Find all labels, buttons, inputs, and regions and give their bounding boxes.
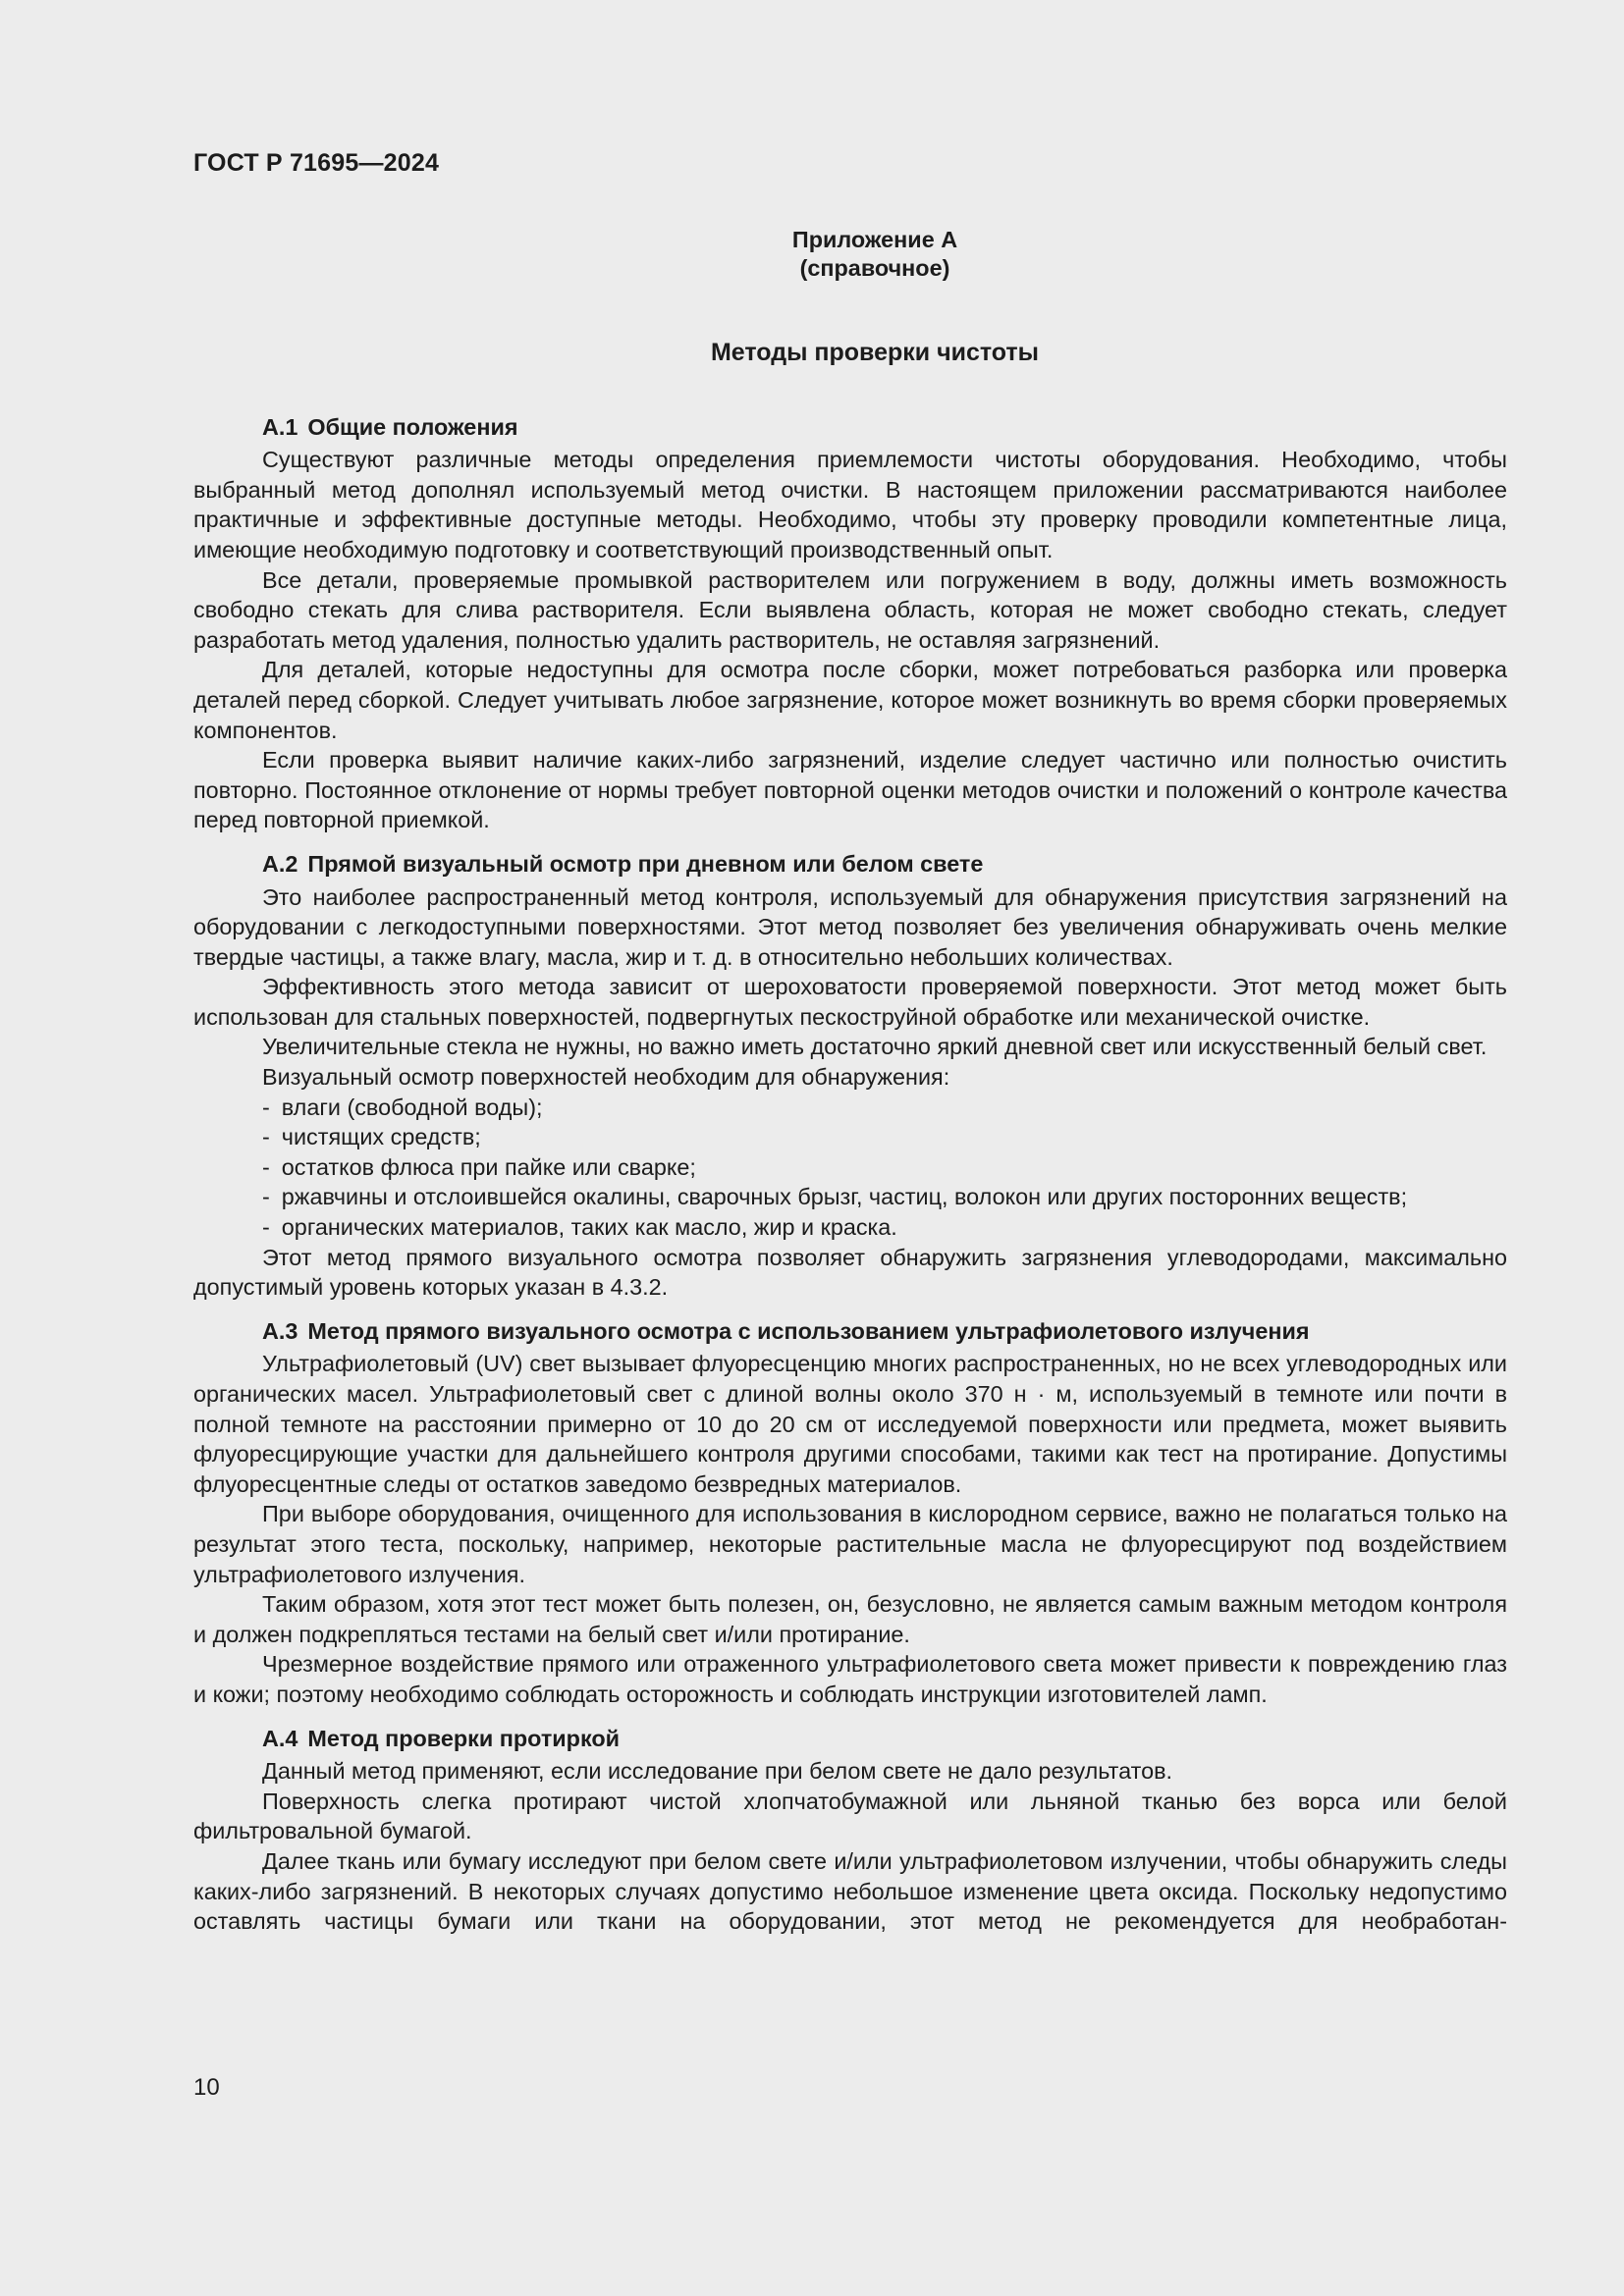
list-item: - органических материалов, таких как масло, жир и краска. [262,1212,1507,1243]
section-title: Метод проверки протиркой [307,1725,621,1751]
paragraph: При выборе оборудования, очищенного для использования в кислородном сервисе, важно не полагаться только на результат этого теста, поскольку, например, некоторые растительные масла не флуоресцируют под воздействием ультрафиолетового излучения. [193,1501,1507,1587]
section-heading [193,849,1507,880]
section-a2 [193,849,1507,1303]
section-number: А.4 [262,1725,298,1751]
paragraph: Поверхность слегка протирают чистой хлопчатобумажной или льняной тканью без ворса или белой фильтровальной бумагой. [193,1788,1507,1844]
section-title: Общие положения [307,413,518,440]
list-item: - ржавчины и отслоившейся окалины, сварочных брызг, частиц, волокон или других посторонних веществ; [262,1182,1507,1212]
section-heading [193,1316,1507,1347]
page-number: 10 [193,2074,220,2101]
section-number: А.3 [262,1317,298,1344]
paragraph: Этот метод прямого визуального осмотра позволяет обнаружить загрязнения углеводородами, максимально допустимый уровень которых указан в 4.3.2. [193,1244,1507,1301]
paragraph: Таким образом, хотя этот тест может быть полезен, он, безусловно, не является самым важным методом контроля и должен подкрепляться тестами на белый свет и/или протирание. [193,1591,1507,1647]
appendix-heading [193,226,1507,283]
appendix-title: Методы проверки чистоты [710,339,1040,366]
paragraph: Чрезмерное воздействие прямого или отраженного ультрафиолетового света может привести к повреждению глаз и кожи; поэтому необходимо соблюдать осторожность и соблюдать инструкции изготовителей ламп. [193,1651,1507,1707]
section-number: А.1 [262,413,298,440]
list-item: - остатков флюса при пайке или сварке; [262,1152,1507,1183]
section-title: Прямой визуальный осмотр при дневном или белом свете [307,850,984,877]
section-number: А.2 [262,850,298,877]
paragraph: Если проверка выявит наличие каких-либо загрязнений, изделие следует частично или полностью очистить повторно. Постоянное отклонение от нормы требует повторной оценки методов очистки и положений о контроле качества перед повторной приемкой. [193,747,1507,833]
section-title: Метод прямого визуального осмотра с использованием ультрафиолетового излучения [307,1317,1310,1344]
section-a3 [193,1316,1507,1710]
paragraph: Ультрафиолетовый (UV) свет вызывает флуоресценцию многих распространенных, но не всех углеводородных или органических масел. Ультрафиолетовый свет с длиной волны около 370 н · м, используемый в темноте или почти в полной темноте на расстоянии примерно от 10 до 20 см от исследуемой поверхности или предмета, может выявить флуоресцирующие участки для дальнейшего контроля другими способами, такими как тест на протирание. Допустимы флуоресцентные следы от остатков заведомо безвредных материалов. [193,1351,1507,1497]
paragraph: Увеличительные стекла не нужны, но важно иметь достаточно яркий дневной свет или искусственный белый свет. [262,1034,1488,1060]
paragraph: Далее ткань или бумагу исследуют при белом свете и/или ультрафиолетовом излучении, чтобы обнаружить следы каких-либо загрязнений. В некоторых случаях допустимо небольшое изменение цвета оксида. Поскольку недопустимо оставлять частицы бумаги или ткани на оборудовании, этот метод не рекомендуется для необработан- [193,1847,1507,1935]
paragraph: Визуальный осмотр поверхностей необходим для обнаружения: [262,1064,950,1091]
contaminant-list [193,1093,1507,1243]
page-content [193,226,1507,1937]
appendix-type: (справочное) [799,255,950,281]
list-item: - влаги (свободной воды); [262,1093,1507,1123]
paragraph: Все детали, проверяемые промывкой растворителем или погружением в воду, должны иметь возможность свободно стекать для слива растворителя. Если выявлена область, которая не может свободно стекать, следует разработать метод удаления, полностью удалить растворитель, не оставляя загрязнений. [193,566,1507,653]
paragraph: Эффективность этого метода зависит от шероховатости проверяемой поверхности. Этот метод может быть использован для стальных поверхностей, подвергнутых пескоструйной обработке или механической очистке. [193,974,1507,1030]
section-a4 [193,1724,1507,1937]
appendix-label: Приложение А [791,227,958,252]
paragraph: Это наиболее распространенный метод контроля, используемый для обнаружения присутствия загрязнений на оборудовании с легкодоступными поверхностями. Этот метод позволяет без увеличения обнаруживать очень мелкие твердые частицы, а также влагу, масла, жир и т. д. в относительно небольших количествах. [193,883,1507,970]
section-heading [193,412,1507,443]
paragraph: Данный метод применяют, если исследование при белом свете не дало результатов. [262,1758,1172,1785]
list-item: - чистящих средств; [262,1122,1507,1152]
paragraph: Существуют различные методы определения приемлемости чистоты оборудования. Необходимо, чтобы выбранный метод дополнял используемый метод очистки. В настоящем приложении рассматриваются наиболее практичные и эффективные доступные методы. Необходимо, чтобы эту проверку проводили компетентные лица, имеющие необходимую подготовку и соответствующий производственный опыт. [193,447,1507,562]
section-a1 [193,412,1507,835]
document-code: ГОСТ Р 71695—2024 [193,149,440,177]
paragraph: Для деталей, которые недоступны для осмотра после сборки, может потребоваться разборка или проверка деталей перед сборкой. Следует учитывать любое загрязнение, которое может возникнуть во время сборки проверяемых компонентов. [193,657,1507,743]
section-heading [193,1724,1507,1754]
